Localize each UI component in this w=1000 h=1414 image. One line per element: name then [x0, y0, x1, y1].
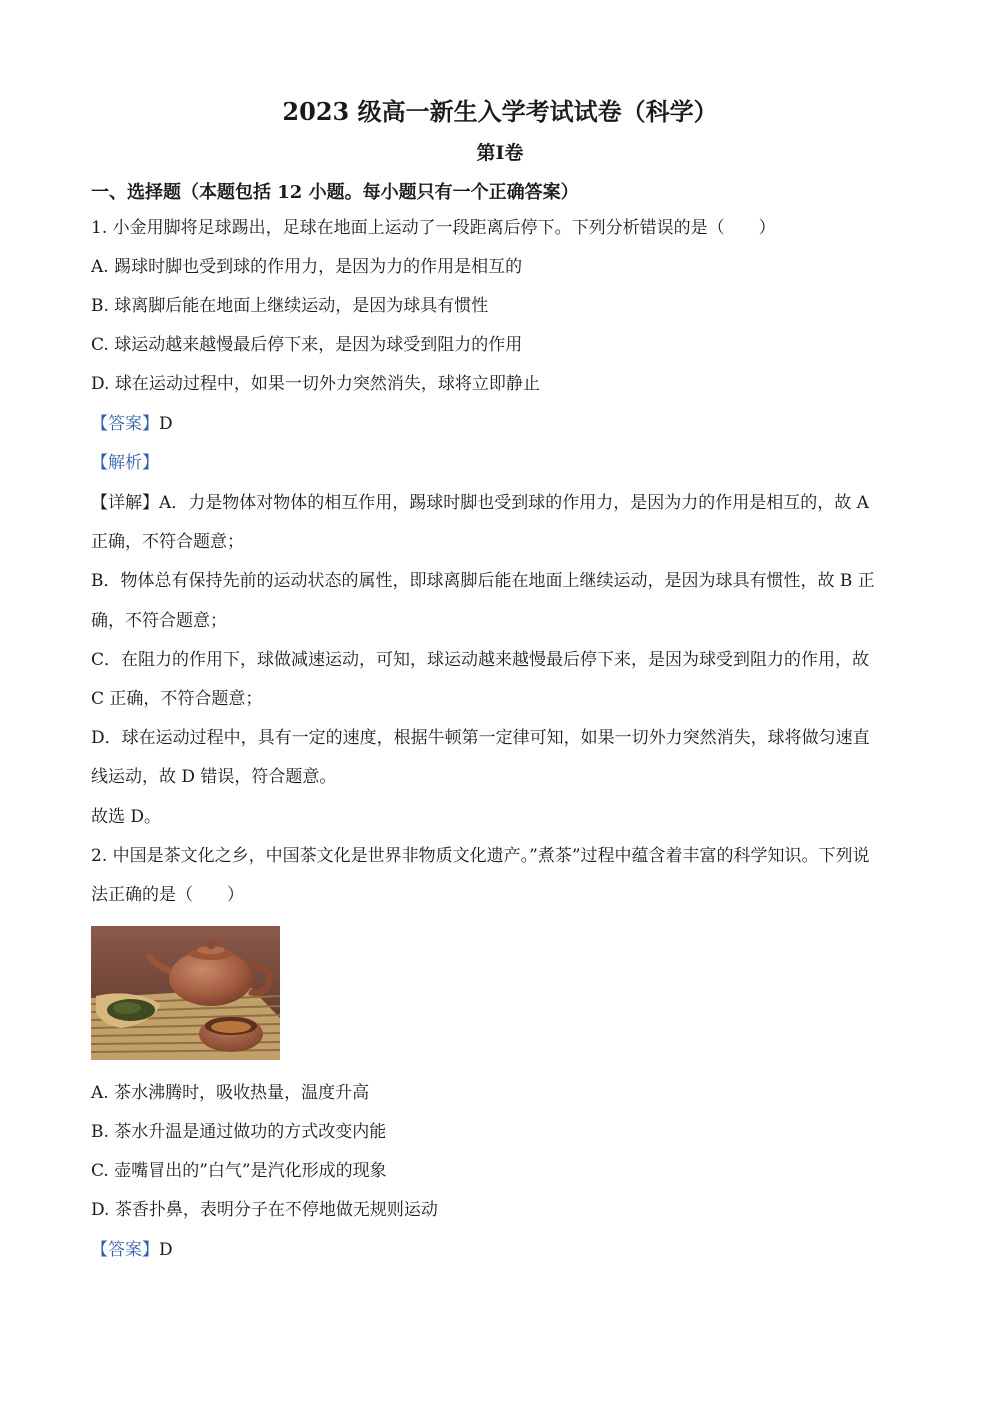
question-2-stem-line: 法正确的是（ ） [91, 885, 244, 905]
question-2-option-b: B. 茶水升温是通过做功的方式改变内能 [91, 1122, 387, 1142]
detail-tag: 【详解】 [91, 493, 159, 513]
answer-tag: 【答案】 [91, 1240, 159, 1260]
question-1-option-a: A. 踢球时脚也受到球的作用力，是因为力的作用是相互的 [91, 257, 523, 277]
question-1-detail-line: C．在阻力的作用下，球做减速运动，可知，球运动越来越慢最后停下来，是因为球受到阻力的作用，故 [91, 650, 870, 670]
question-1-option-c: C. 球运动越来越慢最后停下来，是因为球受到阻力的作用 [91, 335, 523, 355]
section-heading: 一、选择题（本题包括 12 小题。每小题只有一个正确答案） [91, 182, 579, 203]
question-1-detail-line: B．物体总有保持先前的运动状态的属性，即球离脚后能在地面上继续运动，是因为球具有惯性，故 B 正 [91, 571, 875, 591]
question-1-option-d: D. 球在运动过程中，如果一切外力突然消失，球将立即静止 [91, 374, 540, 394]
question-2-stem-line: 2. 中国是茶文化之乡，中国茶文化是世界非物质文化遗产。”煮茶”过程中蕴含着丰富的科学知识。下列说 [91, 846, 870, 866]
question-2-answer [91, 1240, 173, 1260]
question-1-stem: 1. 小金用脚将足球踢出，足球在地面上运动了一段距离后停下。下列分析错误的是（ ） [91, 218, 776, 238]
question-2-option-a: A. 茶水沸腾时，吸收热量，温度升高 [91, 1083, 370, 1103]
answer-value: D [159, 1240, 173, 1260]
exam-title: 2023 级高一新生入学考试试卷（科学） [282, 97, 718, 126]
question-1-answer [91, 414, 173, 434]
analysis-tag: 【解析】 [91, 453, 159, 473]
question-1-detail-line: 线运动，故 D 错误，符合题意。 [91, 767, 337, 787]
volume-heading: 第Ⅰ卷 [476, 142, 524, 164]
question-1-detail-line: 确，不符合题意； [91, 611, 227, 631]
question-1-analysis [91, 453, 159, 473]
teapot-photo [91, 926, 280, 1060]
question-1-detail-line [91, 493, 869, 513]
question-1-conclusion: 故选 D。 [91, 807, 162, 827]
answer-tag: 【答案】 [91, 414, 159, 434]
question-1-detail-line: C 正确，不符合题意； [91, 689, 263, 709]
question-1-option-b: B. 球离脚后能在地面上继续运动，是因为球具有惯性 [91, 296, 489, 316]
question-1-detail-line: D．球在运动过程中，具有一定的速度，根据牛顿第一定律可知，如果一切外力突然消失，球将做匀速直 [91, 728, 870, 748]
question-1-detail-line: 正确，不符合题意； [91, 532, 244, 552]
question-2-option-c: C. 壶嘴冒出的”白气”是汽化形成的现象 [91, 1161, 387, 1181]
question-2-option-d: D. 茶香扑鼻，表明分子在不停地做无规则运动 [91, 1200, 438, 1220]
answer-value: D [159, 414, 173, 434]
detail-text: A．力是物体对物体的相互作用，踢球时脚也受到球的作用力，是因为力的作用是相互的，故 A [159, 493, 869, 513]
